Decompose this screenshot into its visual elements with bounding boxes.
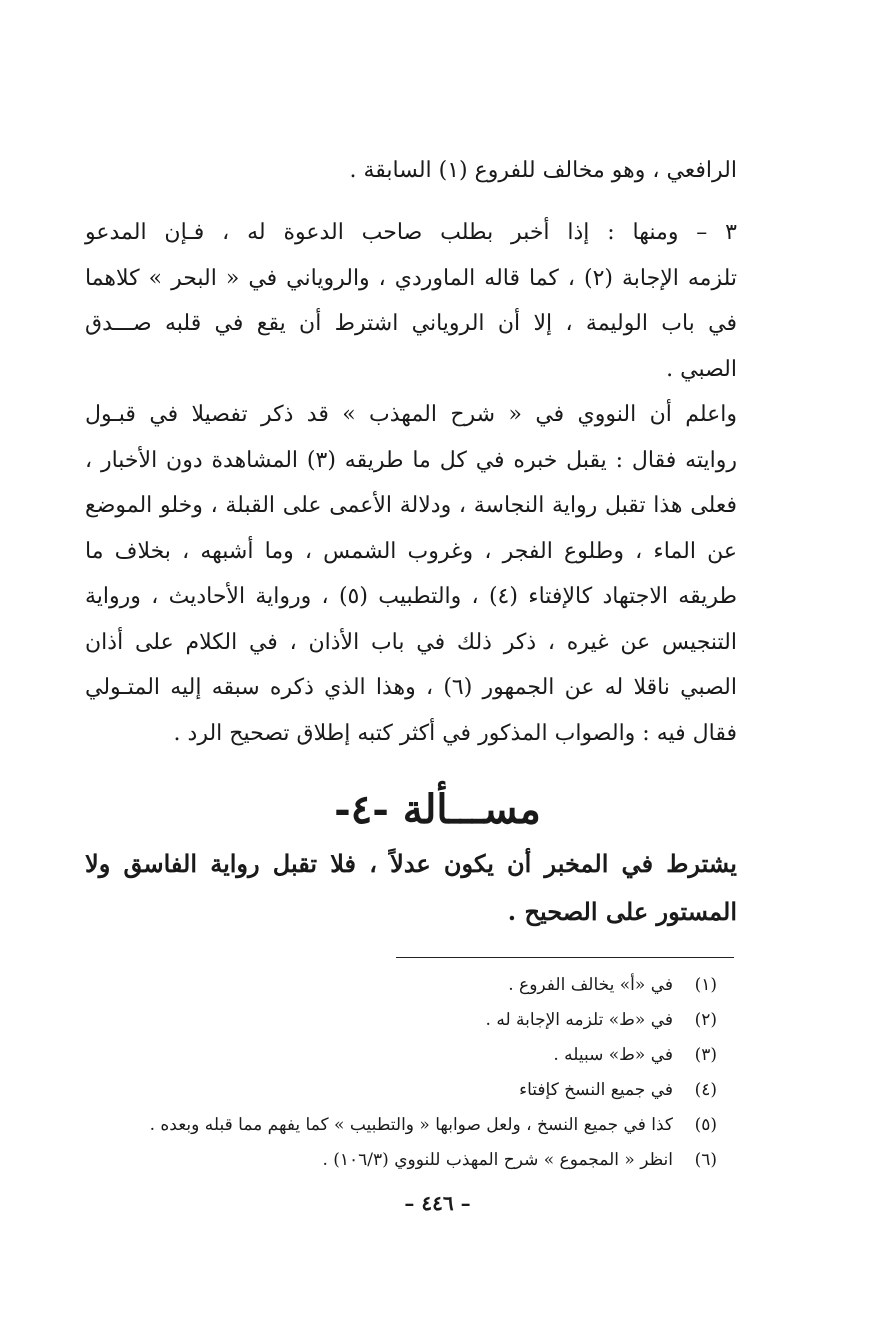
section-heading: مســـألة -٤- — [334, 786, 541, 833]
footnote-item — [100, 1073, 717, 1108]
footnote-text: في «ط» تلزمه الإجابة له . — [485, 1010, 673, 1030]
footnote-number: (٦) — [694, 1150, 717, 1170]
text-line: في باب الوليمة ، إلا أن الروياني اشترط أن يقع في قلبه صـــدق — [85, 311, 737, 336]
footnote-number: (٣) — [694, 1045, 717, 1065]
footnote-item — [100, 1003, 717, 1038]
footnote-text: انظر « المجموع » شرح المهذب للنووي (١٠٦/٣) . — [322, 1150, 673, 1170]
text-line: الصبي ناقلا له عن الجمهور (٦) ، وهذا الذي ذكره سبقه إليه المتـولي — [85, 675, 737, 700]
text-line: واعلم أن النووي في « شرح المهذب » قد ذكر تفصيلا في قبـول — [85, 402, 737, 427]
opening-paragraph — [85, 148, 737, 194]
footnote-text: كذا في جميع النسخ ، ولعل صوابها « والتطبيب » كما يفهم مما قبله وبعده . — [149, 1115, 673, 1135]
text-line: المستور على الصحيح . — [507, 897, 737, 926]
paragraph-issue-4 — [85, 840, 737, 936]
footnote-text: في «أ» يخالف الفروع . — [508, 975, 673, 995]
text-line: الصبي . — [666, 356, 737, 382]
footnote-number: (٤) — [694, 1080, 717, 1100]
text-line: الرافعي ، وهو مخالف للفروع (١) السابقة . — [349, 158, 737, 183]
text-line: روايته فقال : يقبل خبره في كل ما طريقه (٣) المشاهدة دون الأخبار ، — [85, 447, 738, 473]
footnotes — [100, 968, 717, 1178]
text-line: فعلى هذا تقبل رواية النجاسة ، ودلالة الأعمى على القبلة ، وخلو الموضع — [85, 493, 737, 518]
page-number: – ٤٤٦ – — [404, 1191, 471, 1215]
text-line: ٣ – ومنها : إذا أخبر بطلب صاحب الدعوة له ، فـإن المدعو — [85, 220, 737, 245]
footnote-text: في «ط» سبيله . — [553, 1045, 673, 1065]
footnote-item — [100, 1108, 717, 1143]
footnote-number: (٢) — [694, 1010, 717, 1030]
text-line: فقال فيه : والصواب المذكور في أكثر كتبه إطلاق تصحيح الرد . — [173, 720, 737, 746]
paragraph-nawawi — [85, 392, 737, 756]
text-line: طريقه الاجتهاد كالإفتاء (٤) ، والتطبيب (٥) ، ورواية الأحاديث ، ورواية — [85, 584, 737, 609]
footnote-number: (٥) — [694, 1115, 717, 1135]
footnote-item — [100, 968, 717, 1003]
text-line: تلزمه الإجابة (٢) ، كما قاله الماوردي ، والروياني في « البحر » كلاهما — [85, 265, 737, 291]
footnote-item — [100, 1038, 717, 1073]
paragraph-item-3 — [85, 210, 737, 392]
footnote-item — [100, 1143, 717, 1178]
text-line: التنجيس عن غيره ، ذكر ذلك في باب الأذان ، في الكلام على أذان — [85, 629, 737, 655]
text-line: عن الماء ، وطلوع الفجر ، وغروب الشمس ، وما أشبهه ، بخلاف ما — [85, 538, 737, 564]
text-line: يشترط في المخبر أن يكون عدلاً ، فلا تقبل رواية الفاسق ولا — [85, 849, 737, 878]
footnote-divider — [396, 957, 734, 958]
footnote-number: (١) — [694, 975, 717, 995]
footnote-text: في جميع النسخ كإفتاء — [519, 1080, 673, 1100]
